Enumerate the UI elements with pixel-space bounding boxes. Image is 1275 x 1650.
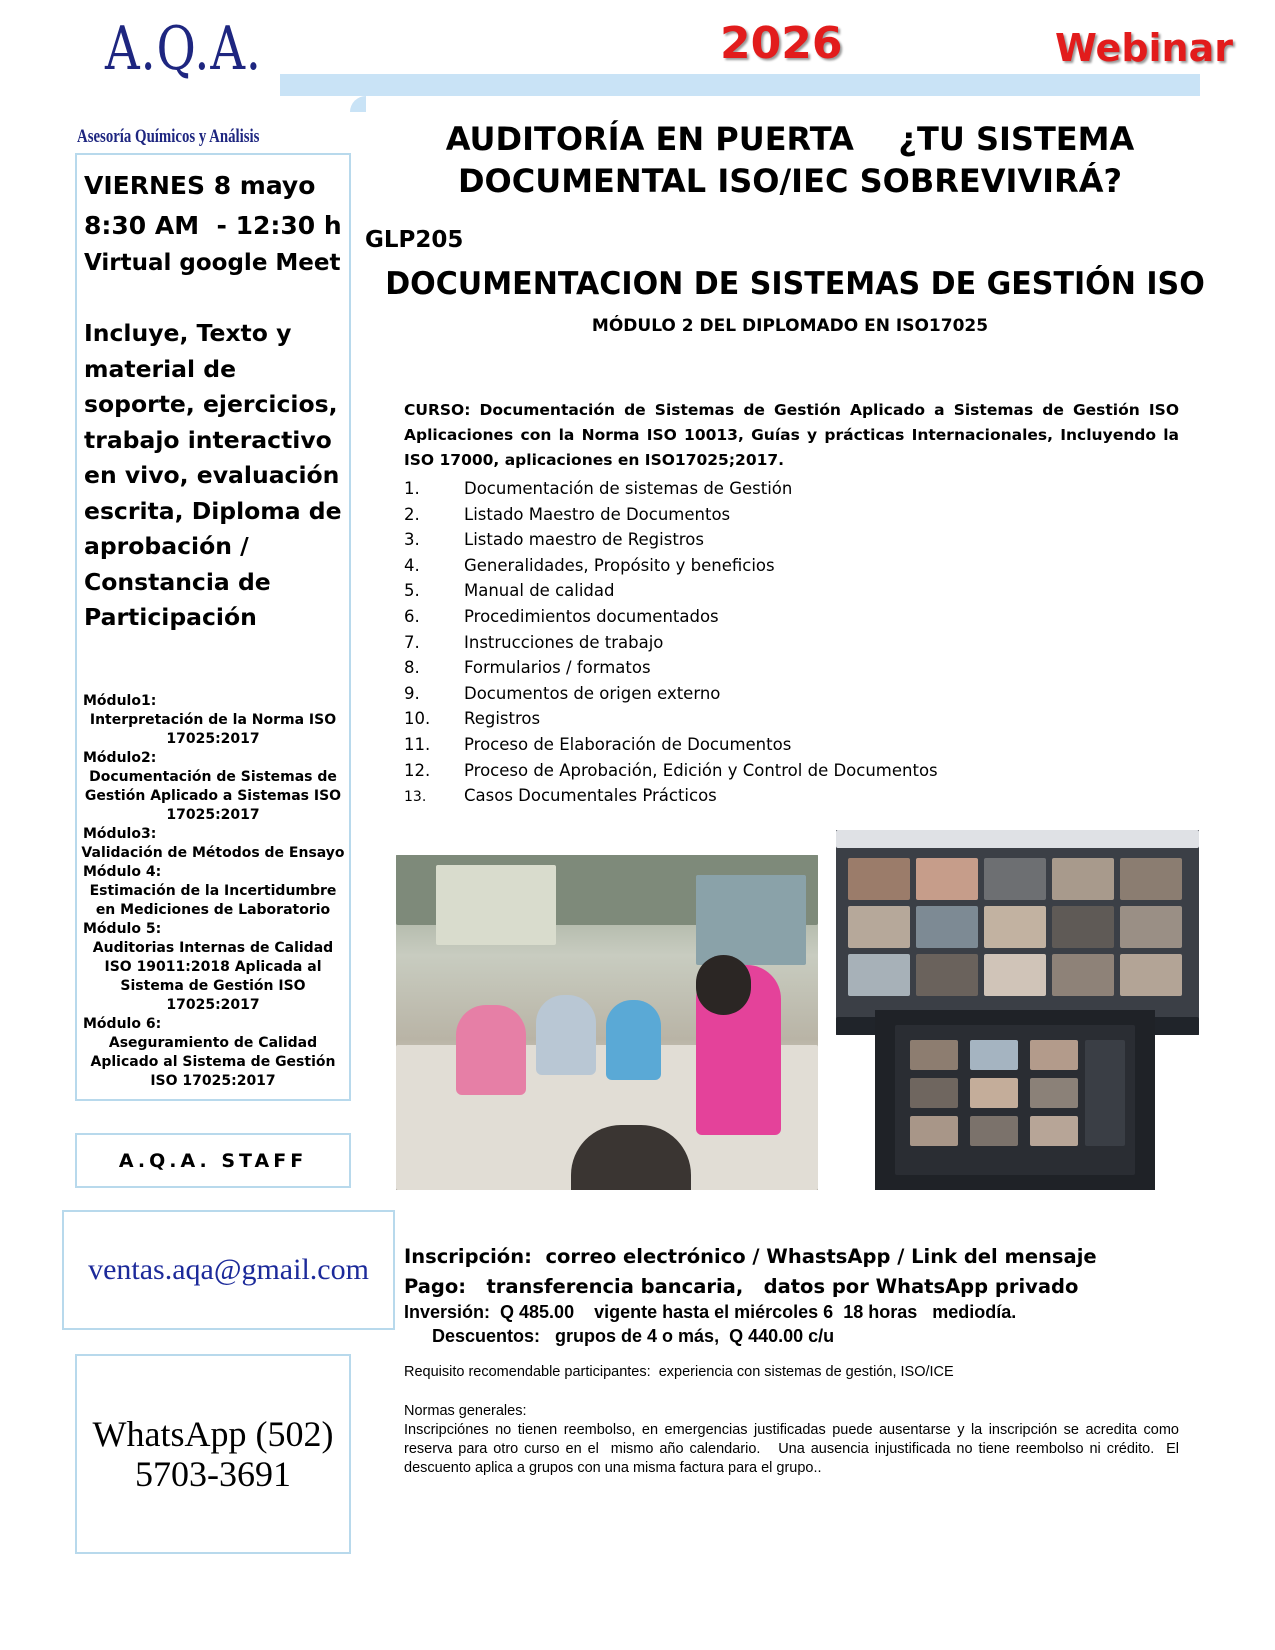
year-label: 2026 <box>720 18 843 69</box>
module-text: Estimación de la Incertidumbre en Mediciones de Laboratorio <box>89 883 337 918</box>
laptop-meeting-photo <box>875 1010 1155 1190</box>
registration-method: Inscripción: correo electrónico / WhastsApp / Link del mensaje <box>404 1245 1097 1268</box>
module-heading: Módulo2: <box>83 750 157 766</box>
module-item <box>78 825 348 863</box>
module-item <box>78 749 348 825</box>
list-text: Listado maestro de Registros <box>464 530 704 550</box>
module-text: Aseguramiento de Calidad Aplicado al Sistema de Gestión ISO 17025:2017 <box>90 1035 336 1089</box>
schedule-time: 8:30 AM - 12:30 h <box>84 211 342 240</box>
meeting-screenshot <box>836 830 1199 1035</box>
list-item <box>404 476 1204 502</box>
module-heading: Módulo 4: <box>83 864 162 880</box>
schedule-platform: Virtual google Meet <box>84 250 341 276</box>
list-number: 5. <box>404 581 420 601</box>
module-item <box>78 920 348 1015</box>
email-link[interactable]: ventas.aqa@gmail.com <box>62 1210 395 1330</box>
course-subtitle: DOCUMENTACION DE SISTEMAS DE GESTIÓN ISO <box>385 266 1205 302</box>
module-heading: Módulo3: <box>83 826 157 842</box>
list-text: Casos Documentales Prácticos <box>464 786 717 806</box>
schedule-day: VIERNES 8 mayo <box>84 171 316 200</box>
list-item <box>404 732 1204 758</box>
module-text: Documentación de Sistemas de Gestión Aplicado a Sistemas ISO 17025:2017 <box>84 769 342 823</box>
list-number: 4. <box>404 555 420 575</box>
course-description: CURSO: Documentación de Sistemas de Gestión Aplicado a Sistemas de Gestión ISO Aplicaciones con la Norma ISO 10013, Guías y prácticas Internacionales, Incluyendo la ISO 17000, aplicaciones en ISO17025;2017. <box>404 401 1179 469</box>
payment-method: Pago: transferencia bancaria, datos por WhatsApp privado <box>404 1275 1079 1298</box>
list-item <box>404 553 1204 579</box>
header-band <box>280 74 1200 96</box>
list-text: Procedimientos documentados <box>464 606 719 626</box>
list-text: Instrucciones de trabajo <box>464 632 664 652</box>
list-text: Proceso de Elaboración de Documentos <box>464 734 792 754</box>
list-item <box>404 758 1204 784</box>
list-number: 7. <box>404 632 420 652</box>
list-item <box>404 681 1204 707</box>
list-item <box>404 578 1204 604</box>
module-text: Interpretación de la Norma ISO 17025:2017 <box>89 712 337 747</box>
list-number: 2. <box>404 504 420 524</box>
list-text: Proceso de Aprobación, Edición y Control de Documentos <box>464 760 938 780</box>
course-code: GLP205 <box>365 227 464 253</box>
module-item <box>78 692 348 749</box>
list-text: Registros <box>464 709 541 729</box>
list-number: 6. <box>404 606 420 626</box>
module-item <box>78 1015 348 1091</box>
module-text: Validación de Métodos de Ensayo <box>81 845 345 861</box>
course-title <box>360 118 1220 202</box>
list-number: 3. <box>404 530 420 550</box>
list-item <box>404 527 1204 553</box>
schedule-info <box>84 166 342 280</box>
logo-subtitle: Asesoría Químicos y Análisis <box>77 126 260 147</box>
list-item <box>404 604 1204 630</box>
list-text: Generalidades, Propósito y beneficios <box>464 555 775 575</box>
list-number: 11. <box>404 734 431 754</box>
list-item <box>404 706 1204 732</box>
list-text: Formularios / formatos <box>464 658 651 678</box>
course-title-line1: AUDITORÍA EN PUERTA ¿TU SISTEMA <box>445 120 1135 158</box>
whatsapp-box[interactable] <box>75 1354 351 1554</box>
module-text: Auditorias Internas de Calidad ISO 19011:2018 Aplicada al Sistema de Gestión ISO 17025:2017 <box>92 940 334 1013</box>
course-module: MÓDULO 2 DEL DIPLOMADO EN ISO17025 <box>591 316 989 336</box>
group-discount: Descuentos: grupos de 4 o más, Q 440.00 c/u <box>432 1326 835 1346</box>
webinar-label: Webinar <box>1055 26 1233 70</box>
registration-info <box>404 1242 1097 1302</box>
general-rules-title: Normas generales: <box>404 1403 527 1419</box>
includes-text: Incluye, Texto y material de soporte, ejercicios, trabajo interactivo en vivo, evaluación escrita, Diploma de aprobación / Constancia de Participación <box>84 319 342 631</box>
list-number: 12. <box>404 760 431 780</box>
module-item <box>78 863 348 920</box>
list-item <box>404 630 1204 656</box>
list-text: Documentos de origen externo <box>464 683 721 703</box>
list-number: 13. <box>404 789 427 806</box>
header-band-corner-mask <box>366 96 386 112</box>
module-heading: Módulo 5: <box>83 921 162 937</box>
list-item <box>404 655 1204 681</box>
general-rules <box>404 1402 1184 1478</box>
investment-price: Inversión: Q 485.00 vigente hasta el miércoles 6 18 horas mediodía. <box>404 1302 1017 1322</box>
whatsapp-number: 5703-3691 <box>134 1454 291 1494</box>
list-number: 10. <box>404 709 431 729</box>
module-heading: Módulo1: <box>83 693 157 709</box>
logo-title: A.Q.A. <box>105 14 262 84</box>
list-text: Listado Maestro de Documentos <box>464 504 731 524</box>
list-number: 1. <box>404 479 420 498</box>
general-rules-text: Inscripciónes no tienen reembolso, en emergencias justificadas puede ausentarse y la inscripción se acredita como reserva para otro curso en el mismo año calendario. Una ausencia injustificada no tiene reembolso ni crédito. El descuento aplica a grupos con una misma factura para el grupo.. <box>404 1422 1184 1476</box>
whatsapp-label: WhatsApp (502) <box>92 1414 334 1454</box>
list-number: 8. <box>404 658 420 678</box>
header-band-corner <box>350 96 366 112</box>
module-heading: Módulo 6: <box>83 1016 162 1032</box>
list-item <box>404 783 1204 809</box>
list-text: Manual de calidad <box>464 581 615 601</box>
list-number: 9. <box>404 683 420 703</box>
staff-box: A.Q.A. STAFF <box>75 1133 351 1188</box>
topic-list <box>404 476 1204 809</box>
diploma-modules <box>78 692 348 1091</box>
course-title-line2: DOCUMENTAL ISO/IEC SOBREVIVIRÁ? <box>457 162 1123 200</box>
pricing-info <box>404 1300 1016 1348</box>
requirements-text: Requisito recomendable participantes: experiencia con sistemas de gestión, ISO/ICE <box>404 1364 954 1380</box>
list-item <box>404 502 1204 528</box>
list-text: Documentación de sistemas de Gestión <box>464 479 793 498</box>
classroom-photo <box>396 855 818 1190</box>
